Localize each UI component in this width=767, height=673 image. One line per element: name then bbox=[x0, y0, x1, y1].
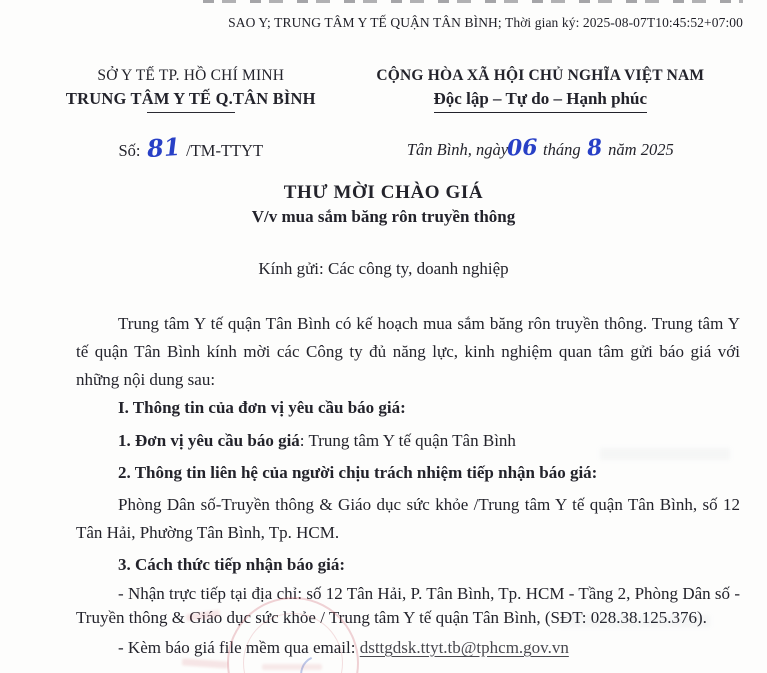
document-number-suffix: /TM-TTYT bbox=[186, 141, 264, 160]
national-motto-block bbox=[338, 65, 743, 113]
section-2-heading: 2. Thông tin liên hệ của người chịu trách nhiệm tiếp nhận báo giá: bbox=[118, 463, 598, 482]
section-1-heading: I. Thông tin của đơn vị yêu cầu báo giá: bbox=[118, 398, 406, 417]
section-3-heading: 3. Cách thức tiếp nhận báo giá: bbox=[118, 555, 345, 574]
document-header bbox=[0, 65, 767, 113]
cropped-text-remnant bbox=[203, 0, 743, 3]
issuing-agency-block bbox=[44, 65, 338, 113]
stamp-smudge bbox=[262, 664, 322, 670]
email-line-prefix: - Kèm báo giá file mềm qua email: bbox=[118, 638, 360, 657]
handwritten-month: 8 bbox=[585, 134, 604, 162]
document-meta-row bbox=[0, 133, 767, 166]
receive-method-direct: - Nhận trực tiếp tại địa chỉ: số 12 Tân Hải, P. Tân Bình, Tp. HCM - Tầng 2, Phòng Dân số - Truyền thông & Giáo dục sức khỏe / Trung tâm Y tế quận Tân Bình, (SĐT: 028.38.125.376). bbox=[76, 584, 740, 627]
digital-signature-banner: SAO Y; TRUNG TÂM Y TẾ QUẬN TÂN BÌNH; Thời gian ký: 2025-08-07T10:45:52+07:00 bbox=[228, 15, 743, 30]
document-number bbox=[44, 133, 338, 166]
document-body bbox=[0, 310, 767, 660]
salutation: Kính gửi: Các công ty, doanh nghiệp bbox=[258, 259, 509, 278]
contact-paragraph: Phòng Dân số-Truyền thông & Giáo dục sức khỏe /Trung tâm Y tế quận Tân Bình, số 12 Tân Hải, Phường Tân Bình, Tp. HCM. bbox=[76, 495, 740, 542]
date-part2: tháng bbox=[543, 140, 581, 159]
handwritten-document-number: 81 bbox=[145, 131, 181, 164]
agency-name: TRUNG TÂM Y TẾ Q.TÂN BÌNH bbox=[65, 89, 316, 108]
item-1-value: : Trung tâm Y tế quận Tân Bình bbox=[299, 431, 516, 450]
receive-method-email bbox=[76, 636, 740, 660]
parent-agency-name: SỞ Y TẾ TP. HỒ CHÍ MINH bbox=[97, 67, 285, 84]
date-part1: Tân Bình, ngày bbox=[406, 140, 509, 159]
national-title: CỘNG HÒA XÃ HỘI CHỦ NGHĨA VIỆT NAM bbox=[376, 67, 705, 84]
document-number-prefix: Số: bbox=[118, 141, 141, 160]
date-line bbox=[338, 133, 743, 166]
document-title: THƯ MỜI CHÀO GIÁ bbox=[283, 182, 484, 203]
document-subtitle: V/v mua sắm băng rôn truyền thông bbox=[251, 207, 516, 226]
item-1-label: 1. Đơn vị yêu cầu báo giá bbox=[118, 431, 300, 450]
agency-underline bbox=[147, 112, 235, 113]
handwritten-day: 06 bbox=[506, 134, 539, 162]
item-1-line bbox=[76, 427, 740, 455]
intro-paragraph: Trung tâm Y tế quận Tân Bình có kế hoạch mua sắm băng rôn truyền thông. Trung tâm Y tế quận Tân Bình kính mời các Công ty đủ năng lực, kinh nghiệm quan tâm gửi báo giá với những nội dung sau: bbox=[76, 314, 740, 389]
date-part3: năm 2025 bbox=[608, 140, 674, 159]
email-link[interactable]: dsttgdsk.ttyt.tb@tphcm.gov.vn bbox=[359, 638, 569, 657]
national-motto: Độc lập – Tự do – Hạnh phúc bbox=[434, 87, 647, 113]
